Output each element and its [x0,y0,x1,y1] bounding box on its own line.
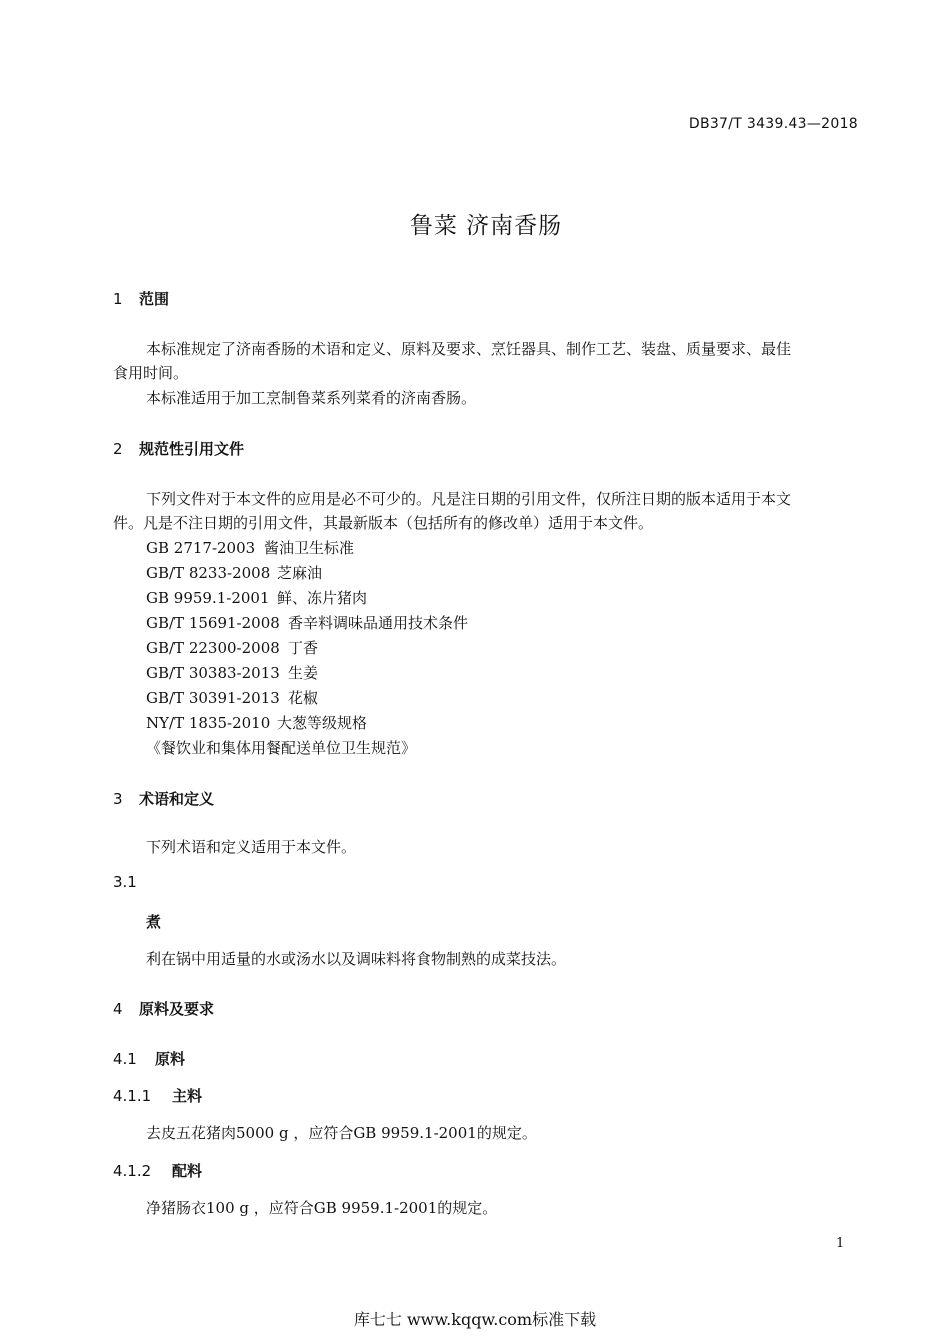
reference-code: NY/T 1835-2010 [146,714,271,732]
reference-name: 大葱等级规格 [277,714,368,732]
subsection-title: 原料 [155,1050,186,1068]
subsection-number: 4.1 [113,1050,137,1068]
section-title: 规范性引用文件 [139,440,245,458]
section-title: 术语和定义 [139,790,215,808]
paragraph: 下列术语和定义适用于本文件。 [146,838,357,856]
subsection-title: 主料 [172,1087,203,1105]
reference-code: GB/T 15691-2008 [146,614,280,632]
reference-item: 《餐饮业和集体用餐配送单位卫生规范》 [146,739,417,757]
section-title: 范围 [139,290,170,308]
paragraph: 件。凡是不注日期的引用文件，其最新版本（包括所有的修改单）适用于本文件。 [113,514,654,532]
reference-item [146,537,354,558]
reference-code: GB/T 30391-2013 [146,689,280,707]
section-title: 原料及要求 [139,1000,215,1018]
reference-name: 丁香 [288,639,319,657]
paragraph: 去皮五花猪肉5000 g ，应符合GB 9959.1-2001的规定。 [146,1124,537,1142]
subsection-title: 配料 [172,1162,203,1180]
paragraph: 净猪肠衣100 g ，应符合GB 9959.1-2001的规定。 [146,1199,498,1217]
watermark-footer: 库七七 www.kqqw.com标准下载 [353,1310,597,1329]
reference-item [146,587,367,608]
section-4-heading [113,998,214,1019]
paragraph: 本标准规定了济南香肠的术语和定义、原料及要求、烹饪器具、制作工艺、装盘、质量要求、最佳 [146,340,792,358]
term-definition: 利在锅中用适量的水或汤水以及调味料将食物制熟的成菜技法。 [146,950,567,968]
section-2-heading [113,438,244,459]
reference-code: GB 9959.1-2001 [146,589,270,607]
subsection-number: 4.1.1 [113,1087,152,1105]
subsection-4-1-heading [113,1048,185,1069]
subsection-4-1-1-heading [113,1085,202,1106]
term-title: 煮 [146,913,162,931]
subsection-4-1-2-heading [113,1160,202,1181]
reference-name: 花椒 [288,689,319,707]
subsection-number: 4.1.2 [113,1162,152,1180]
reference-item [146,637,318,658]
paragraph: 食用时间。 [113,364,189,382]
section-3-heading [113,788,214,809]
reference-item [146,662,318,683]
reference-item [146,612,468,633]
paragraph: 下列文件对于本文件的应用是必不可少的。凡是注日期的引用文件，仅所注日期的版本适用于本文 [146,490,792,508]
reference-name: 香辛料调味品通用技术条件 [288,614,469,632]
document-title: 鲁菜 济南香肠 [409,213,563,239]
paragraph: 本标准适用于加工烹制鲁菜系列菜肴的济南香肠。 [146,389,477,407]
section-number: 1 [113,290,123,308]
reference-name: 鲜、冻片猪肉 [277,589,368,607]
reference-item [146,712,367,733]
reference-name: 酱油卫生标准 [264,539,355,557]
reference-item [146,687,318,708]
document-number: DB37/T 3439.43—2018 [688,116,858,132]
page-number: 1 [836,1236,845,1251]
reference-name: 芝麻油 [277,564,323,582]
reference-code: GB/T 8233-2008 [146,564,271,582]
reference-code: GB/T 22300-2008 [146,639,280,657]
section-number: 3 [113,790,123,808]
section-number: 4 [113,1000,123,1018]
reference-code: GB/T 30383-2013 [146,664,280,682]
reference-item [146,562,322,583]
reference-code: GB 2717-2003 [146,539,256,557]
section-1-heading [113,288,169,309]
term-number: 3.1 [113,873,137,891]
reference-name: 生姜 [288,664,319,682]
section-number: 2 [113,440,123,458]
